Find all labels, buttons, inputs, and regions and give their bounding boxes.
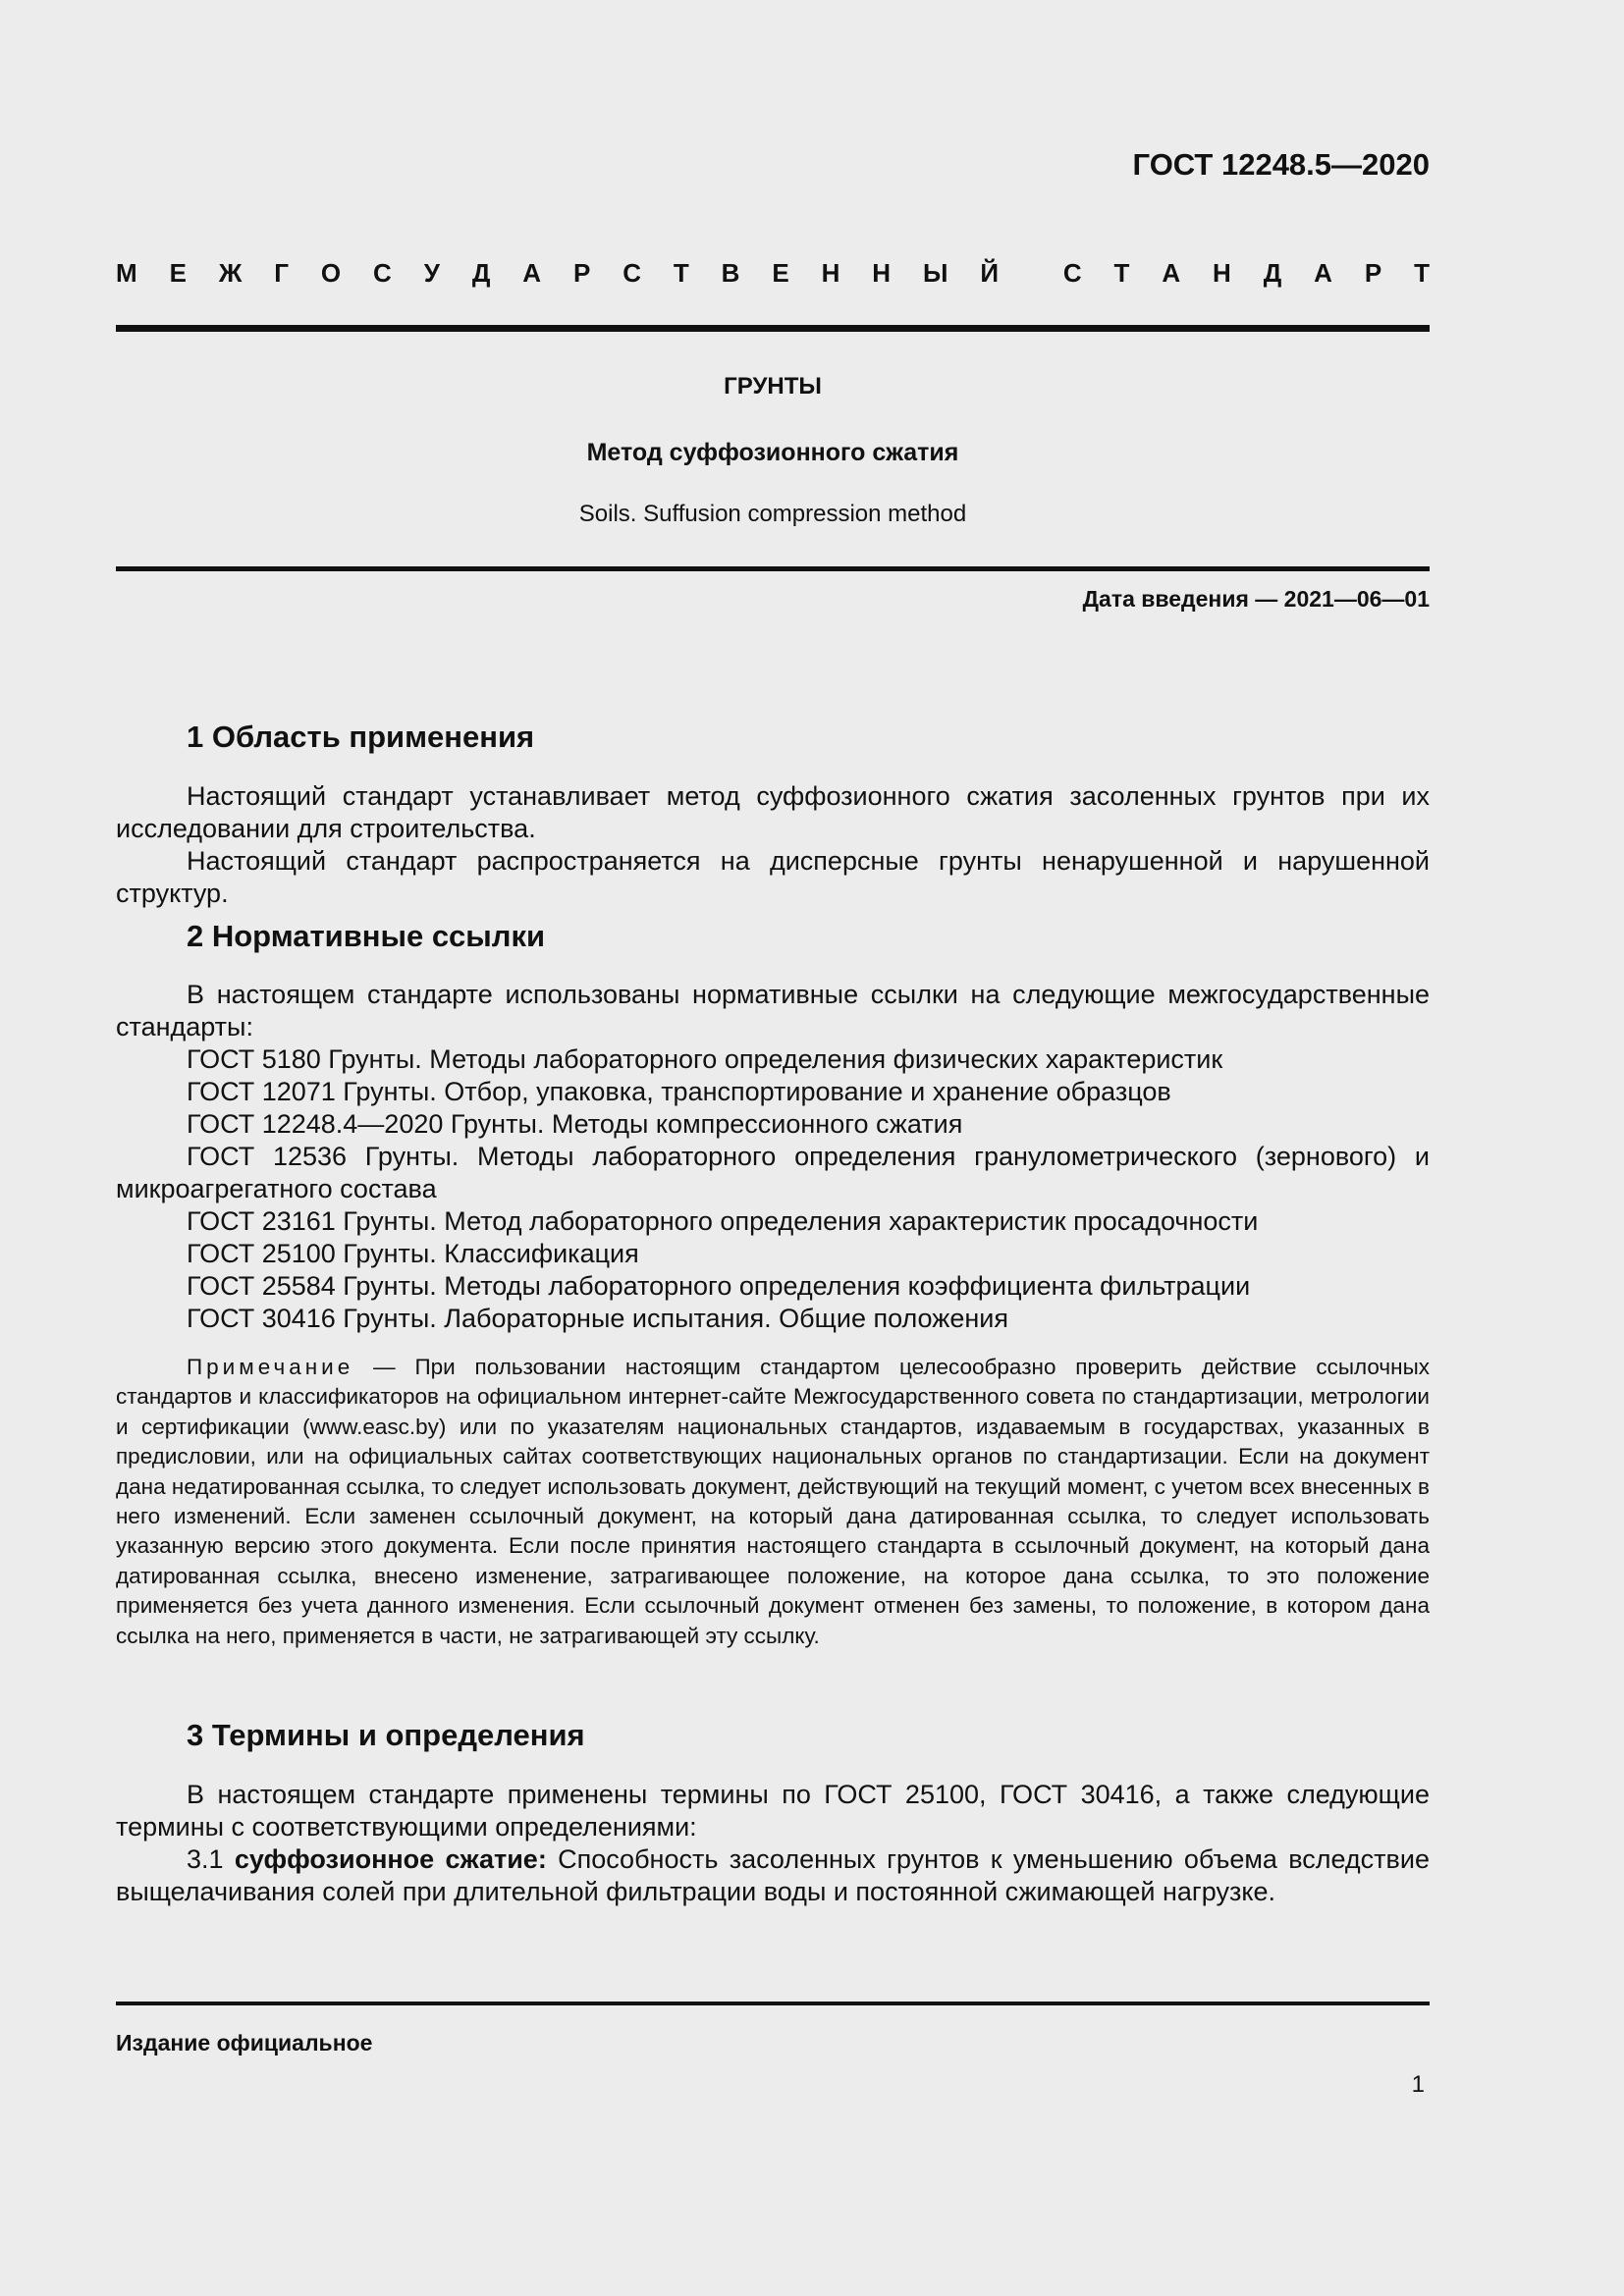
- standard-type-letter: У: [423, 258, 440, 288]
- reference-item: ГОСТ 12071 Грунты. Отбор, упаковка, транспортирование и хранение образцов: [187, 1077, 1171, 1106]
- standard-type-letter: А: [522, 258, 542, 288]
- section-heading-normative-references: 2 Нормативные ссылки: [187, 919, 546, 953]
- reference-item-text: ГОСТ 12536 Грунты. Методы лабораторного определения гранулометрического (зернового) и микроагрегатного состава: [116, 1142, 1430, 1203]
- standard-type-letter: С: [373, 258, 392, 288]
- standard-type-letter: Т: [1113, 258, 1130, 288]
- scope-paragraph-2-text: Настоящий стандарт распространяется на дисперсные грунты ненарушенной и нарушенной структур.: [116, 846, 1430, 908]
- introduction-date: Дата введения — 2021—06—01: [1082, 586, 1430, 612]
- standard-type-letter: Д: [471, 258, 491, 288]
- standard-type-letter: Р: [572, 258, 591, 288]
- terms-intro-text: В настоящем стандарте применены термины по ГОСТ 25100, ГОСТ 30416, а также следующие термины с соответствующими определениями:: [116, 1780, 1430, 1842]
- term-name: суффозионное сжатие:: [234, 1844, 547, 1874]
- references-intro: [116, 979, 1430, 1043]
- title-rule: [116, 566, 1430, 571]
- standard-type-letter: С: [623, 258, 641, 288]
- standard-type-letter: Н: [821, 258, 840, 288]
- standard-type-letter: А: [1314, 258, 1332, 288]
- standard-type-letter: Т: [1414, 258, 1430, 288]
- references-note: [116, 1353, 1430, 1651]
- reference-item: ГОСТ 23161 Грунты. Метод лабораторного определения характеристик просадочности: [187, 1206, 1259, 1236]
- note-text: — При пользовании настоящим стандартом целесообразно проверить действие ссылочных стандартов и классификаторов на официальном интернет-сайте Межгосударственного совета по стандартизации, метрологии и сертификации (www.easc.by) или по указателям национальных стандартов, издаваемым в государствах, указанных в предисловии, или на официальных сайтах соответствующих национальных органов по стандартизации. Если на документ дана недатированная ссылка, то следует использовать документ, действующий на текущий момент, с учетом всех внесенных в него изменений. Если заменен ссылочный документ, на который дана датированная ссылка, то следует использовать указанную версию этого документа. Если после принятия настоящего стандарта в ссылочный документ, на который дана датированная ссылка, внесено изменение, затрагивающее положение, на которое дана ссылка, то это положение применяется без учета данного изменения. Если ссылочный документ отменен без замены, то положение, в котором дана ссылка на него, применяется в части, не затрагивающей эту ссылку.: [116, 1355, 1430, 1648]
- standard-type-letter: Ы: [922, 258, 948, 288]
- note-label: Примечание: [187, 1355, 354, 1379]
- standard-type-letter: Г: [274, 258, 289, 288]
- section-heading-terms: 3 Термины и определения: [187, 1718, 585, 1752]
- term-definition: [116, 1843, 1430, 1908]
- reference-item: ГОСТ 25100 Грунты. Классификация: [187, 1239, 639, 1268]
- standard-type-letter: Н: [872, 258, 892, 288]
- standard-type-letter: Н: [1213, 258, 1231, 288]
- references-intro-text: В настоящем стандарте использованы нормативные ссылки на следующие межгосударственные стандарты:: [116, 980, 1430, 1041]
- standard-type-letter: О: [320, 258, 342, 288]
- document-title-english: Soils. Suffusion compression method: [578, 501, 967, 527]
- standard-type-letter: Д: [1263, 258, 1282, 288]
- reference-item: [116, 1141, 1430, 1205]
- terms-intro: [116, 1779, 1430, 1843]
- standard-type-heading: [116, 258, 1430, 289]
- document-title: ГРУНТЫ: [724, 373, 822, 400]
- standard-type-letter: М: [116, 258, 137, 288]
- page-number: 1: [1411, 2071, 1425, 2098]
- document-code: ГОСТ 12248.5—2020: [1132, 147, 1430, 182]
- standard-type-letter: А: [1162, 258, 1181, 288]
- standard-type-letter: Е: [169, 258, 187, 288]
- standard-type-letter: Ж: [218, 258, 243, 288]
- standard-type-letter: Р: [1364, 258, 1382, 288]
- standard-type-letter: Й: [980, 258, 1000, 288]
- standard-type-letter: Т: [673, 258, 689, 288]
- standard-type-letter: В: [721, 258, 740, 288]
- scope-paragraph-1: [116, 780, 1430, 845]
- reference-item: ГОСТ 5180 Грунты. Методы лабораторного определения физических характеристик: [187, 1044, 1223, 1074]
- standard-type-letter: С: [1062, 258, 1082, 288]
- standard-type-letter: Е: [772, 258, 789, 288]
- term-definition-text: Способность засоленных грунтов к уменьшению объема вследствие выщелачивания солей при длительной фильтрации воды и постоянной сжимающей нагрузке.: [116, 1844, 1430, 1906]
- footer-rule: [116, 2002, 1430, 2005]
- term-number: 3.1: [187, 1844, 224, 1874]
- section-heading-scope: 1 Область применения: [187, 720, 535, 754]
- reference-item: ГОСТ 30416 Грунты. Лабораторные испытания. Общие положения: [187, 1304, 1008, 1333]
- scope-paragraph-1-text: Настоящий стандарт устанавливает метод суффозионного сжатия засоленных грунтов при их исследовании для строительства.: [116, 781, 1430, 843]
- reference-item: ГОСТ 12248.4—2020 Грунты. Методы компрессионного сжатия: [187, 1109, 963, 1139]
- scope-paragraph-2: [116, 845, 1430, 910]
- document-subtitle: Метод суффозионного сжатия: [586, 439, 959, 466]
- reference-item: ГОСТ 25584 Грунты. Методы лабораторного определения коэффициента фильтрации: [187, 1271, 1251, 1301]
- official-edition-label: Издание официальное: [116, 2030, 373, 2056]
- header-rule: [116, 325, 1430, 332]
